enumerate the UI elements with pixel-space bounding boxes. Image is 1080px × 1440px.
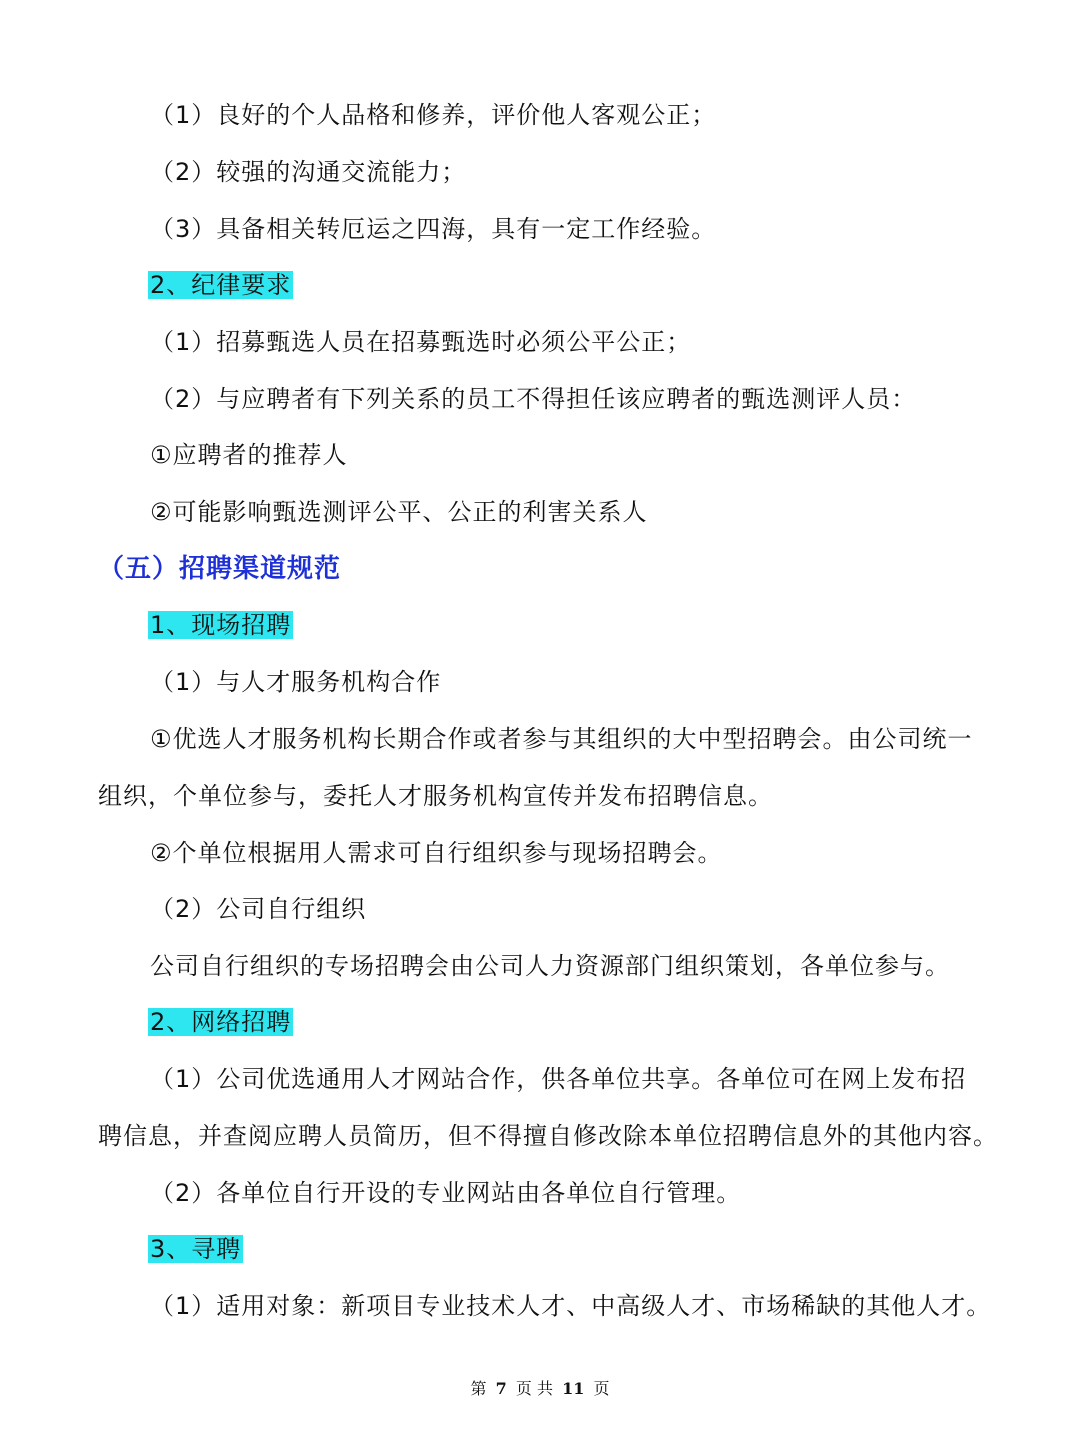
requirement-item-2: （2）较强的沟通交流能力；: [150, 158, 467, 186]
online-item-2: （2）各单位自行开设的专业网站由各单位自行管理。: [150, 1179, 742, 1207]
footer-total-pages: 11: [562, 1379, 585, 1398]
discipline-item-1: （1）招募甄选人员在招募甄选时必须公平公正；: [150, 328, 692, 356]
onsite-paragraph-1a: ①优选人才服务机构长期合作或者参与其组织的大中型招聘会。由公司统一: [150, 725, 973, 753]
section-title-channels: （五）招聘渠道规范: [98, 554, 342, 584]
footer-middle: 页 共: [515, 1379, 553, 1398]
subheading-headhunt: [148, 1231, 243, 1267]
discipline-subitem-1: ①应聘者的推荐人: [150, 441, 348, 469]
subheading-online-text: 2、网络招聘: [150, 1008, 292, 1036]
subheading-discipline-text: 2、纪律要求: [150, 271, 292, 299]
subheading-onsite: [148, 607, 293, 643]
subheading-online: [148, 1004, 293, 1040]
discipline-item-2: （2）与应聘者有下列关系的员工不得担任该应聘者的甄选测评人员：: [150, 385, 917, 413]
headhunt-item-1: （1）适用对象：新项目专业技术人才、中高级人才、市场稀缺的其他人才。: [150, 1292, 992, 1320]
onsite-paragraph-3: 公司自行组织的专场招聘会由公司人力资源部门组织策划，各单位参与。: [150, 952, 950, 980]
requirement-item-3: （3）具备相关转厄运之四海，具有一定工作经验。: [150, 215, 717, 243]
onsite-paragraph-1b: 组织，个单位参与，委托人才服务机构宣传并发布招聘信息。: [98, 782, 773, 810]
subheading-headhunt-text: 3、寻聘: [150, 1235, 242, 1263]
footer-prefix: 第: [470, 1379, 487, 1398]
subheading-onsite-text: 1、现场招聘: [150, 611, 292, 639]
online-item-1a: （1）公司优选通用人才网站合作，供各单位共享。各单位可在网上发布招: [150, 1065, 967, 1093]
onsite-item-2: （2）公司自行组织: [150, 895, 367, 923]
discipline-subitem-2: ②可能影响甄选测评公平、公正的利害关系人: [150, 498, 648, 526]
footer-page-number: 7: [495, 1379, 507, 1398]
subheading-discipline: [148, 267, 293, 303]
onsite-item-1: （1）与人才服务机构合作: [150, 668, 442, 696]
requirement-item-1: （1）良好的个人品格和修养，评价他人客观公正；: [150, 101, 717, 129]
onsite-paragraph-2: ②个单位根据用人需求可自行组织参与现场招聘会。: [150, 839, 723, 867]
page-footer: [0, 1376, 1080, 1399]
online-item-1b: 聘信息，并查阅应聘人员简历，但不得擅自修改除本单位招聘信息外的其他内容。: [98, 1122, 998, 1150]
footer-suffix: 页: [593, 1379, 610, 1398]
